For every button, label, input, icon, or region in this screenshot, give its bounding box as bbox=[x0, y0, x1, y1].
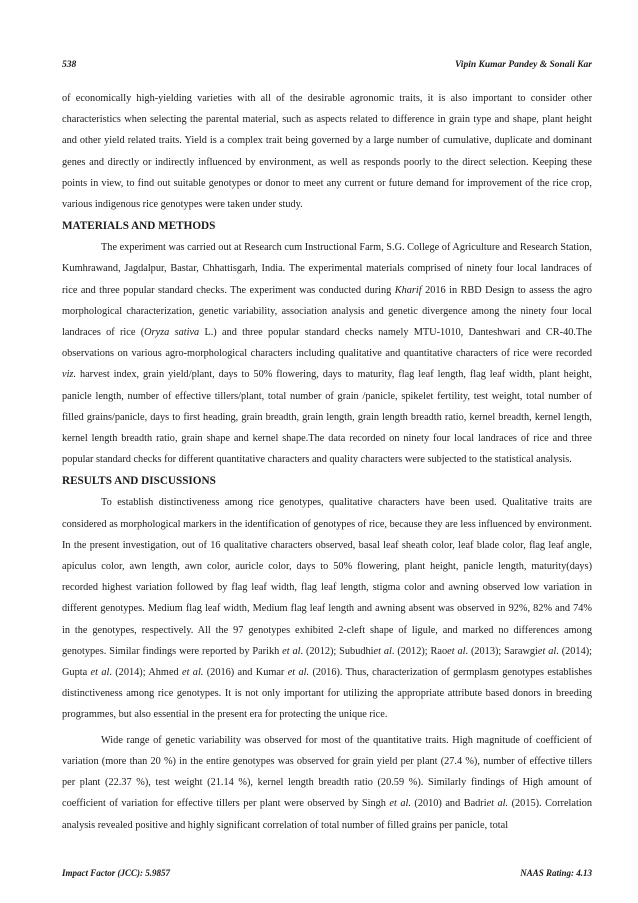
naas-rating: NAAS Rating: 4.13 bbox=[520, 868, 592, 878]
results-paragraph-2: Wide range of genetic variability was observed for most of the quantitative traits. High magnitude of coefficient of variation (more than 20 %) in the entire genotypes was observed for grain yield per plant (27.4 %), number of effective tillers per plant (22.37 %), test weight (21.14 %), kernel length breadth ratio (20.59 %). Similarly findings of High amount of coefficient of variation for effective tillers per plant were observed by Singh et al. (2010) and Badriet al. (2015). Correlation analysis revealed positive and highly significant correlation of total number of filled grains per panicle, total bbox=[62, 734, 593, 831]
page-footer bbox=[62, 868, 592, 882]
intro-paragraph: of economically high-yielding varieties with all of the desirable agronomic traits, it is also important to consider other characteristics when selecting the parental material, such as aspects related to difference in grain type and shape, plant height and other yield related traits. Yield is a complex trait being governed by a large number of cumulative, duplicate and dominant genes and directly or indirectly influenced by environment, as well as responds poorly to the direct selection. Keeping these points in view, to find out suitable genotypes or donor to meet any current or future demand for improvement of the rice crop, various indigenous rice genotypes were taken under study. bbox=[62, 93, 592, 211]
page-number: 538 bbox=[62, 60, 77, 70]
materials-paragraph: The experiment was carried out at Research cum Instructional Farm, S.G. College of Agriculture and Research Station, Kumhrawand, Jagdalpur, Bastar, Chhattisgarh, India. The experimental materials comprised of ninety four local landraces of rice and three popular standard checks. The experiment was conducted during Kharif 2016 in RBD Design to assess the agro morphological characterization, genetic variability, association analysis and genetic divergence among the ninety four local landraces of rice (Oryza sativa L.) and three popular standard checks namely MTU-1010, Danteshwari and CR-40.The observations on various agro-morphological characters including qualitative and quantitative characters of rice were recorded viz. harvest index, grain yield/plant, days to 50% flowering, days to maturity, flag leaf length, flag leaf width, plant height, panicle length, number of effective tillers/plant, total number of grain /panicle, spikelet fertility, test weight, total number of filled grains/panicle, days to first heading, grain breadth, grain length, grain length breadth ratio, kernel breadth, kernel length, kernel length breadth ratio, grain shape and kernel shape.The data recorded on ninety four local landraces of rice and three popular standard checks for different quantitative characters and quality characters were subjected to the statistical analysis. bbox=[62, 242, 592, 466]
results-heading: RESULTS AND DISCUSSIONS bbox=[62, 475, 216, 488]
materials-heading: MATERIALS AND METHODS bbox=[62, 220, 216, 233]
running-header bbox=[62, 60, 592, 74]
results-paragraph-1: To establish distinctiveness among rice genotypes, qualitative characters have been used. Qualitative traits are considered as morphological markers in the identification of genotypes of rice, because they are less influenced by environment. In the present investigation, out of 16 qualitative characters observed, basal leaf sheath color, leaf blade color, flag leaf angle, apiculus color, awn length, awn color, auricle color, days to 50% flowering, plant height, panicle length, maturity(days) recorded highest variation followed by flag leaf width, flag leaf length, stigma color and awning observed low variation in different genotypes. Medium flag leaf width, Medium flag leaf length and awning absent was observed in 92%, 82% and 74% in the genotypes, respectively. All the 97 genotypes exhibited 2-cleft shape of ligule, and marked no differences among genotypes. Similar findings were reported by Parikh et al. (2012); Subudhiet al. (2012); Raoet al. (2013); Sarawgiet al. (2014); Gupta et al. (2014); Ahmed et al. (2016) and Kumar et al. (2016). Thus, characterization of germplasm genotypes establishes distinctiveness among rice genotypes. It is not only important for utilizing the appropriate attribute based donors in breeding programmes, but also essential in the present era for protecting the unique rice. bbox=[62, 497, 593, 721]
impact-factor: Impact Factor (JCC): 5.9857 bbox=[62, 868, 170, 878]
article-body bbox=[62, 88, 592, 836]
header-authors: Vipin Kumar Pandey & Sonali Kar bbox=[455, 60, 592, 70]
